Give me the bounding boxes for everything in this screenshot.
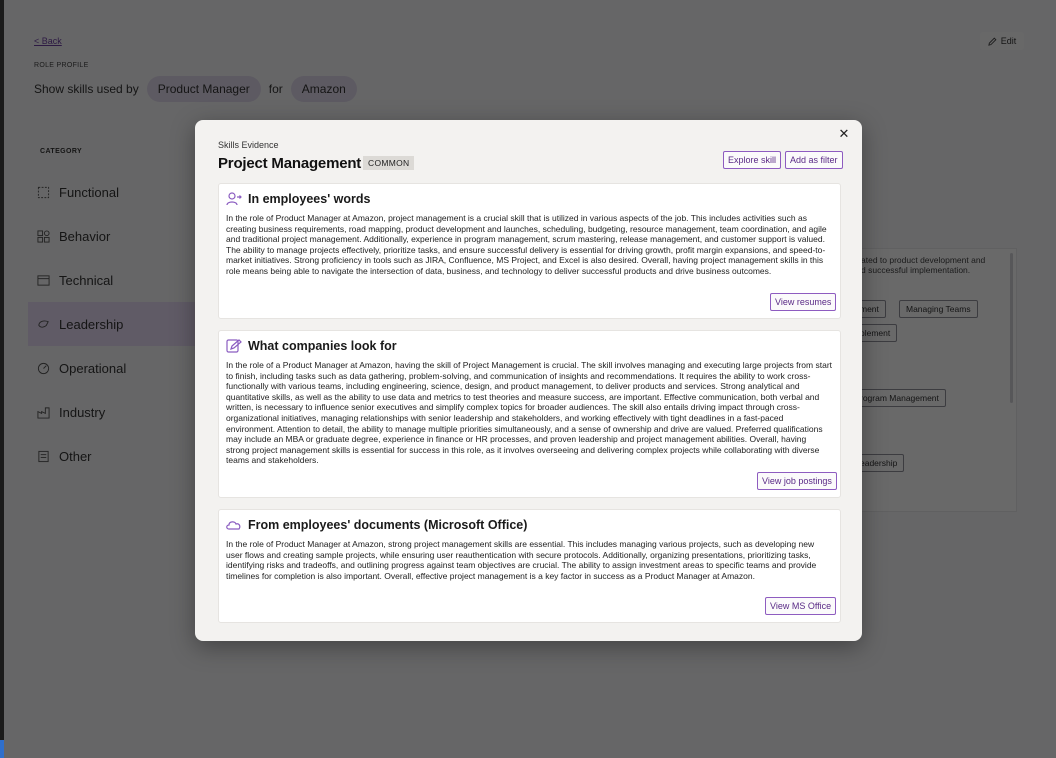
- evidence-card-ms-office: [218, 509, 841, 623]
- evidence-card-companies-look-for: [218, 330, 841, 498]
- add-as-filter-button[interactable]: Add as filter: [785, 151, 843, 169]
- modal-title: Project Management: [218, 155, 362, 172]
- person-arrow-icon: [226, 192, 242, 206]
- window-edge: [0, 0, 4, 758]
- card-header: [226, 192, 370, 206]
- card-title: What companies look for: [248, 339, 397, 353]
- window-edge-accent: [0, 740, 4, 758]
- view-ms-office-button[interactable]: View MS Office: [765, 597, 836, 615]
- card-body: In the role of Product Manager at Amazon, strong project management skills are essential. This includes managing various projects, such as developing new user flows and creating sample projects, while ensuring user reauthentication with secure protocols. Additionally, organizing presentations, prioritizing tasks, identifying risks and tradeoffs, and outlining progress against team objectives are crucial. The ability to assign investment areas to specific teams and provide timelines for completion is also important. Overall, effective project management is a key factor in success as a Product Manager at Amazon.: [226, 539, 817, 581]
- close-icon[interactable]: ✕: [838, 126, 850, 141]
- card-body: In the role of a Product Manager at Amazon, having the skill of Project Management is crucial. The skill involves managing and executing large projects from start to finish, including tasks such as data gathering, problem-solving, and communication of insights and recommendations. It requires the ability to work cross-functionally with various teams, including engineering, science, design, and product management, to deliver products and services. Strong analytical and quantitative skills, as well as the ability to use data and metrics to test theories and measure success, are important. Effective communication, both verbal and written, is necessary to influence senior executives and simplify complex topics for broader audiences. The skill also entails driving impact through cross-organizational initiatives, managing relationships with senior leadership and stakeholders, and working effectively with tight deadlines in a fast-paced environment. Attention to detail, the ability to manage multiple priorities simultaneously, and a sense of ownership and drive are valued. Preferred qualifications may include an MBA or graduate degree, experience in finance or HR processes, and proven leadership and project management abilities. Overall, having strong project management skills is essential for success in this role, as it involves overseeing and delivering complex projects while collaborating with diverse teams and stakeholders.: [226, 360, 833, 466]
- explore-skill-button[interactable]: Explore skill: [723, 151, 781, 169]
- card-header: [226, 339, 397, 353]
- view-job-postings-button[interactable]: View job postings: [757, 472, 837, 490]
- edit-document-icon: [226, 339, 242, 353]
- status-badge: COMMON: [363, 156, 414, 170]
- card-title: In employees' words: [248, 192, 371, 206]
- card-body: In the role of Product Manager at Amazon, project management is a crucial skill that is utilized in various aspects of the job. This includes activities such as creating business requirements, road mapping, product development and launches, scheduling, budgeting, resource management, team coordination, and agile and traditional project management. Additionally, experience in program management, scrum mastering, release management, and customer support is valued. The ability to manage projects effectively, prioritize tasks, and ensure successful delivery is essential for driving growth, profit margin expansions, and speed-to-market initiatives. Strong proficiency in tools such as JIRA, Confluence, MS Project, and Excel is also desired. Overall, having project management skills in this role means being able to navigate the intersection of data, business, and technology to deliver successful products and drive business outcomes.: [226, 213, 827, 276]
- card-title: From employees' documents (Microsoft Office): [248, 518, 528, 532]
- skills-evidence-modal: [195, 120, 862, 641]
- view-resumes-button[interactable]: View resumes: [770, 293, 836, 311]
- modal-kicker: Skills Evidence: [218, 140, 279, 150]
- evidence-card-employees-words: [218, 183, 841, 319]
- card-header: [226, 518, 527, 532]
- cloud-icon: [226, 518, 242, 532]
